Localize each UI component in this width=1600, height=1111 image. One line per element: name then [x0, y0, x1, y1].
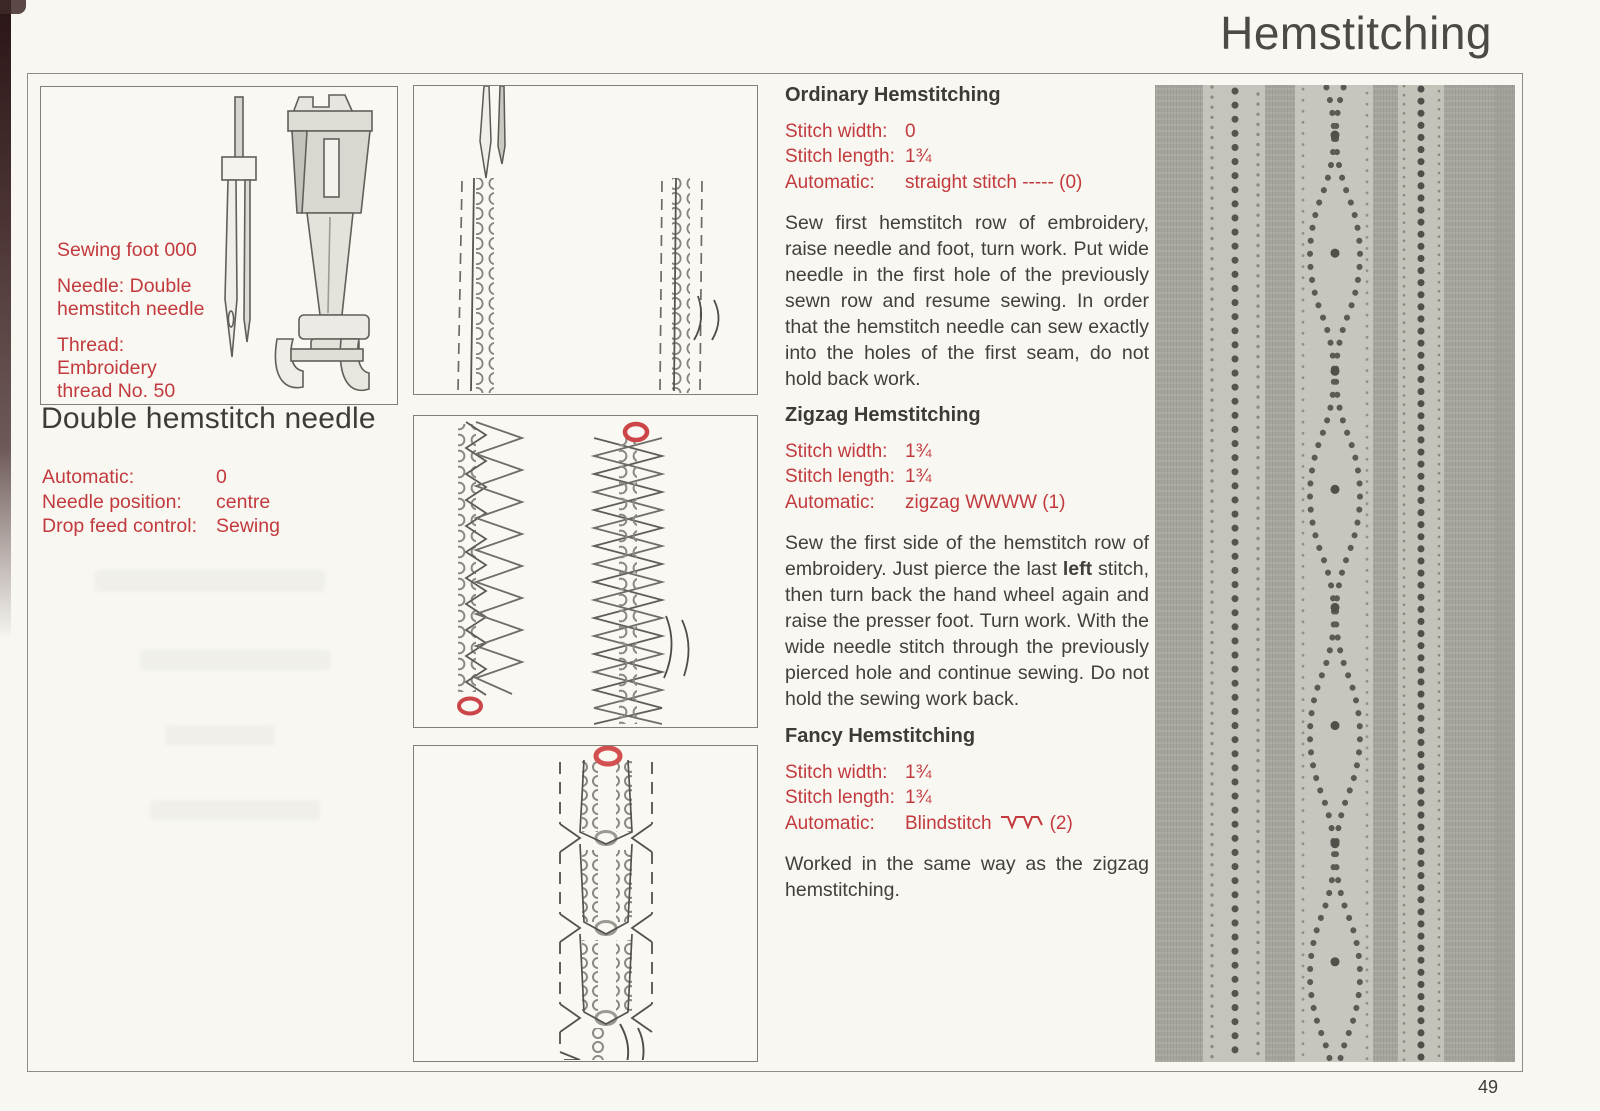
spec-table: [785, 121, 1149, 194]
setting-row: [42, 466, 280, 489]
spec-row: [785, 146, 1149, 168]
zigzag-hemstitch-diagram: [414, 416, 756, 726]
page-number: 49: [1478, 1077, 1499, 1097]
spec-value: 0: [905, 121, 916, 142]
spec-label: Automatic:: [785, 491, 875, 513]
body-part: Sew the first side of the hemstitch row of embroidery. Just pierce the last: [785, 532, 1149, 581]
section-body: [785, 531, 1149, 712]
spec-row: [785, 762, 1149, 784]
spec-row: [785, 172, 1149, 194]
zigzag-hemstitch-diagram-panel: [413, 415, 758, 728]
setting-label: Drop feed control:: [42, 515, 198, 538]
spec-value: straight stitch ----- (0): [905, 171, 1083, 193]
setting-label: Automatic:: [42, 466, 135, 488]
spec-label: Stitch width:: [785, 762, 888, 783]
spec-value-suffix: (2): [1049, 812, 1073, 834]
blindstitch-symbol-icon: [1000, 813, 1044, 829]
section-title: Zigzag Hemstitching: [785, 404, 981, 426]
hemstitched-fabric-photo: [1155, 85, 1515, 1062]
ordinary-hemstitch-diagram: [414, 86, 756, 393]
page-title: Hemstitching: [1220, 7, 1492, 59]
spec-label: Stitch length:: [785, 787, 895, 809]
fabric-stitch-rows: [1155, 85, 1515, 1062]
setting-label: Needle position:: [42, 490, 182, 513]
spec-label: Automatic:: [785, 171, 875, 193]
spec-label: Automatic:: [785, 812, 875, 834]
ordinary-hemstitch-diagram-panel: [413, 85, 758, 395]
fancy-hemstitch-diagram-panel: [413, 745, 758, 1062]
section-fancy-hemstitching: [785, 725, 1149, 924]
section-ordinary-hemstitching: [785, 84, 1149, 412]
scan-corner-mark: [0, 0, 26, 14]
setting-value: centre: [216, 490, 271, 513]
spec-row: [785, 787, 1149, 809]
setting-row: [42, 491, 280, 514]
thread-label: Thread: Embroidery thread No. 50: [57, 334, 176, 402]
spec-row: [785, 813, 1149, 835]
section-body: Worked in the same way as the zigzag hemstitching.: [785, 853, 1149, 902]
spec-value: 1¾: [905, 466, 932, 488]
spec-value: 1¾: [905, 146, 932, 168]
section-zigzag-hemstitching: [785, 404, 1149, 732]
section-title: Ordinary Hemstitching: [785, 84, 1001, 106]
setting-row: [42, 515, 280, 538]
spec-row: [785, 121, 1149, 143]
spec-row: [785, 492, 1149, 514]
body-part-bold: left: [1062, 558, 1093, 581]
fancy-hemstitch-diagram: [414, 746, 756, 1060]
spec-label: Stitch length:: [785, 146, 895, 168]
spec-row: [785, 441, 1149, 463]
spec-value: 1¾: [905, 441, 932, 462]
spec-table: [785, 762, 1149, 835]
section-title: Fancy Hemstitching: [785, 725, 976, 747]
spec-row: [785, 466, 1149, 488]
spec-value: 1¾: [905, 787, 932, 809]
spec-table: [785, 441, 1149, 514]
needle-section-heading: Double hemstitch needle: [41, 402, 376, 435]
setting-value: 0: [216, 466, 227, 488]
equipment-panel: [40, 86, 398, 405]
spec-label: Stitch width:: [785, 441, 888, 462]
spec-value: Blindstitch: [905, 812, 992, 834]
body-part: stitch, then turn back the hand wheel again and raise the presser foot. Turn work. With the wide needle stitch through the previously pierced hole and continue sewing. Do not hold the sewing work back.: [785, 558, 1149, 710]
spec-value: zigzag WWWW (1): [905, 491, 1066, 513]
equipment-labels: [57, 239, 209, 416]
spec-value: 1¾: [905, 762, 932, 783]
sewing-foot-label: Sewing foot 000: [57, 239, 197, 261]
spec-label: Stitch width:: [785, 121, 888, 142]
needle-label: Needle: Double hemstitch needle: [57, 275, 205, 320]
spec-label: Stitch length:: [785, 466, 895, 488]
scan-dark-edge: [0, 0, 11, 640]
machine-settings: [42, 466, 280, 540]
section-body: Sew first hemstitch row of embroidery, raise needle and foot, turn work. Put wide needle in the first hole of the previously sewn row and resume sewing. In order that the hemstitch needle can sew exactly into the holes of the first seam, do not hold back work.: [785, 212, 1149, 390]
setting-value: Sewing: [216, 515, 280, 538]
